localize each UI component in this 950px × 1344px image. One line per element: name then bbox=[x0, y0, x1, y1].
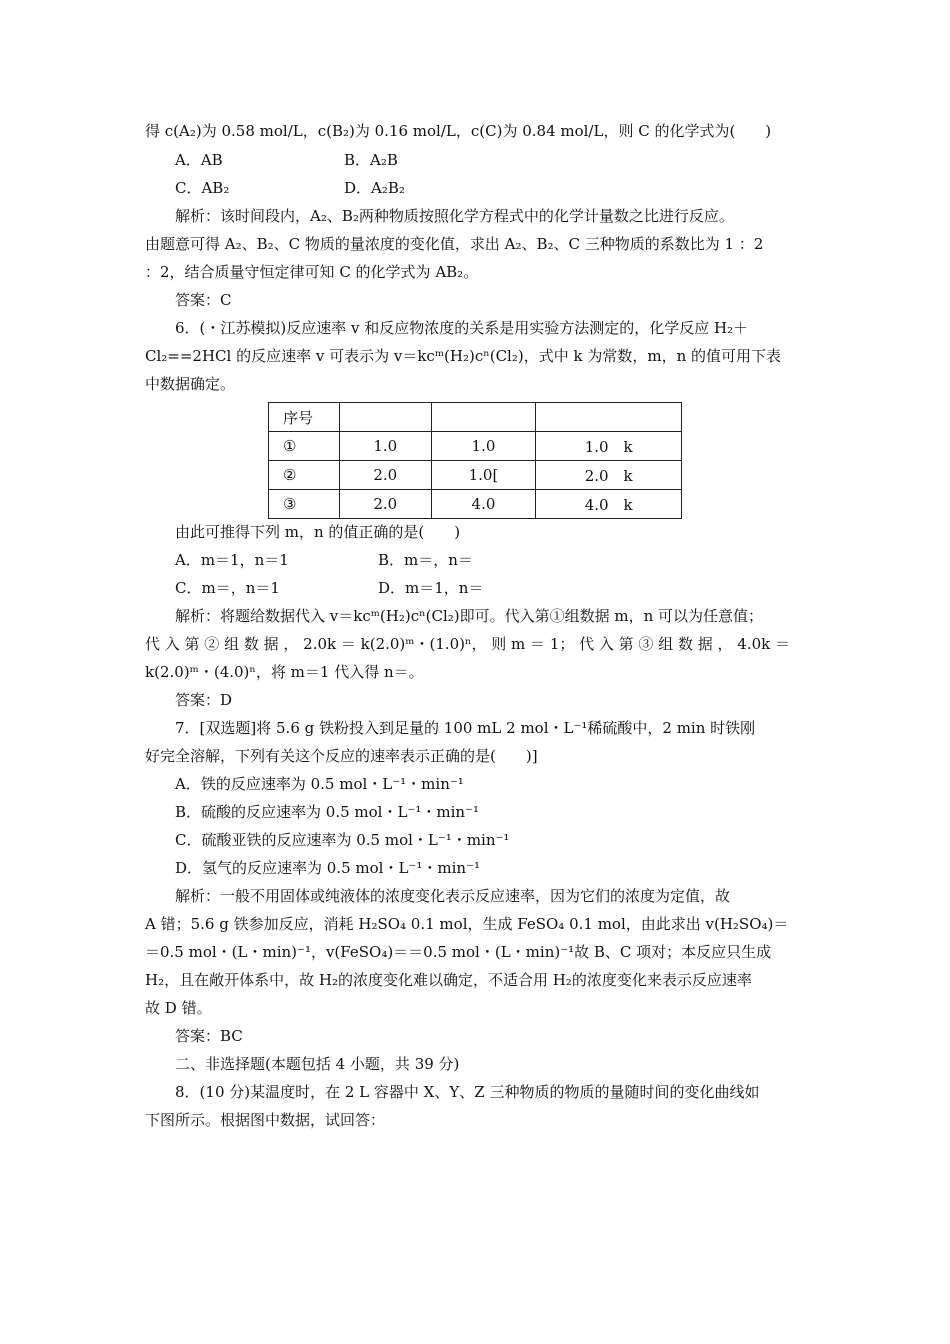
table-row bbox=[269, 461, 682, 490]
q6-answer: 答案：D bbox=[175, 691, 233, 709]
q8-stem-line-1: 8．(10 分)某温度时，在 2 L 容器中 X、Y、Z 三种物质的物质的量随时间的变化曲线如 bbox=[175, 1083, 760, 1101]
q6-data-table bbox=[268, 402, 682, 519]
q5-stem: 得 c(A₂)为 0.58 mol/L，c(B₂)为 0.16 mol/L，c(C)为 0.84 mol/L，则 C 的化学式为( ) bbox=[145, 122, 772, 140]
q7-analysis-line-5: 故 D 错。 bbox=[145, 999, 212, 1017]
table-cell: 1.0 bbox=[431, 432, 536, 461]
table-cell: 1.0[ bbox=[431, 461, 536, 490]
q6-stem-line-2: Cl₂==2HCl 的反应速率 v 可表示为 v＝kcᵐ(H₂)cⁿ(Cl₂)，式中 k 为常数，m，n 的值可用下表 bbox=[145, 347, 781, 365]
q6-stem-line-1: 6．(・江苏模拟)反应速率 v 和反应物浓度的关系是用实验方法测定的，化学反应 H₂＋ bbox=[175, 319, 749, 337]
q5-analysis-line-3: ：2，结合质量守恒定律可知 C 的化学式为 AB₂。 bbox=[145, 263, 479, 281]
q7-stem-line-1: 7．[双选题]将 5.6 g 铁粉投入到足量的 100 mL 2 mol・L⁻¹稀硫酸中，2 min 时铁刚 bbox=[175, 719, 756, 737]
q7-analysis-line-4: H₂，且在敞开体系中，故 H₂的浓度变化难以确定，不适合用 H₂的浓度变化来表示反应速率 bbox=[145, 971, 752, 989]
section-title: 二、非选择题(本题包括 4 小题，共 39 分) bbox=[175, 1055, 460, 1073]
q6-analysis-line-2: 代 入 第 ② 组 数 据 ， 2.0k ＝ k(2.0)ᵐ・(1.0)ⁿ， 则 m ＝ 1； 代 入 第 ③ 组 数 据 ， 4.0k ＝ bbox=[145, 635, 790, 653]
table-cell: 4.0 k bbox=[536, 490, 682, 519]
table-cell: 4.0 bbox=[431, 490, 536, 519]
q6-question: 由此可推得下列 m，n 的值正确的是( ) bbox=[175, 523, 461, 541]
table-cell: ① bbox=[269, 432, 340, 461]
q8-stem-line-2: 下图所示。根据图中数据，试回答： bbox=[145, 1111, 386, 1129]
q6-analysis-line-1: 解析：将题给数据代入 v＝kcᵐ(H₂)cⁿ(Cl₂)即可。代入第①组数据 m，n 可以为任意值； bbox=[175, 607, 764, 625]
q5-analysis-line-1: 解析：该时间段内，A₂、B₂两种物质按照化学方程式中的化学计量数之比进行反应。 bbox=[175, 207, 734, 225]
q5-answer: 答案：C bbox=[175, 291, 232, 309]
q6-option-c: C．m＝，n＝1 bbox=[175, 579, 280, 597]
q5-option-a: A．AB bbox=[175, 151, 223, 169]
table-cell: 2.0 k bbox=[536, 461, 682, 490]
q7-option-b: B．硫酸的反应速率为 0.5 mol・L⁻¹・min⁻¹ bbox=[175, 803, 479, 821]
q5-analysis-line-2: 由题意可得 A₂、B₂、C 物质的量浓度的变化值，求出 A₂、B₂、C 三种物质的系数比为 1 ：2 bbox=[145, 235, 764, 253]
q7-analysis-line-3: ＝0.5 mol・(L・min)⁻¹，v(FeSO₄)＝＝0.5 mol・(L・min)⁻¹故 B、C 项对；本反应只生成 bbox=[145, 943, 772, 961]
q6-option-a: A．m＝1，n＝1 bbox=[175, 551, 289, 569]
table-row bbox=[269, 432, 682, 461]
q5-option-b: B．A₂B bbox=[344, 151, 398, 169]
table-header-cell bbox=[340, 403, 432, 432]
table-header-row bbox=[269, 403, 682, 432]
q6-analysis-line-3: k(2.0)ᵐ・(4.0)ⁿ，将 m＝1 代入得 n＝。 bbox=[145, 663, 424, 681]
table-cell: 1.0 bbox=[340, 432, 432, 461]
q7-stem-line-2: 好完全溶解，下列有关这个反应的速率表示正确的是( )] bbox=[145, 747, 538, 765]
q7-analysis-line-1: 解析：一般不用固体或纯液体的浓度变化表示反应速率，因为它们的浓度为定值，故 bbox=[175, 887, 731, 905]
table-header-cell bbox=[431, 403, 536, 432]
table-cell: 1.0 k bbox=[536, 432, 682, 461]
table-cell: 2.0 bbox=[340, 490, 432, 519]
table-header-cell bbox=[536, 403, 682, 432]
q6-option-b: B．m＝，n＝ bbox=[378, 551, 473, 569]
q5-option-d: D．A₂B₂ bbox=[344, 179, 405, 197]
q7-answer: 答案：BC bbox=[175, 1027, 243, 1045]
table-cell: ③ bbox=[269, 490, 340, 519]
q6-stem-line-3: 中数据确定。 bbox=[145, 375, 236, 393]
q5-option-c: C．AB₂ bbox=[175, 179, 230, 197]
table-cell: 2.0 bbox=[340, 461, 432, 490]
q7-option-d: D．氢气的反应速率为 0.5 mol・L⁻¹・min⁻¹ bbox=[175, 859, 480, 877]
q7-option-c: C．硫酸亚铁的反应速率为 0.5 mol・L⁻¹・min⁻¹ bbox=[175, 831, 510, 849]
q6-option-d: D．m＝1，n＝ bbox=[378, 579, 484, 597]
q7-option-a: A．铁的反应速率为 0.5 mol・L⁻¹・min⁻¹ bbox=[175, 775, 464, 793]
table-cell: ② bbox=[269, 461, 340, 490]
q7-analysis-line-2: A 错；5.6 g 铁参加反应，消耗 H₂SO₄ 0.1 mol，生成 FeSO₄ 0.1 mol，由此求出 v(H₂SO₄)＝ bbox=[145, 915, 789, 933]
table-row bbox=[269, 490, 682, 519]
table-header-cell: 序号 bbox=[269, 403, 340, 432]
